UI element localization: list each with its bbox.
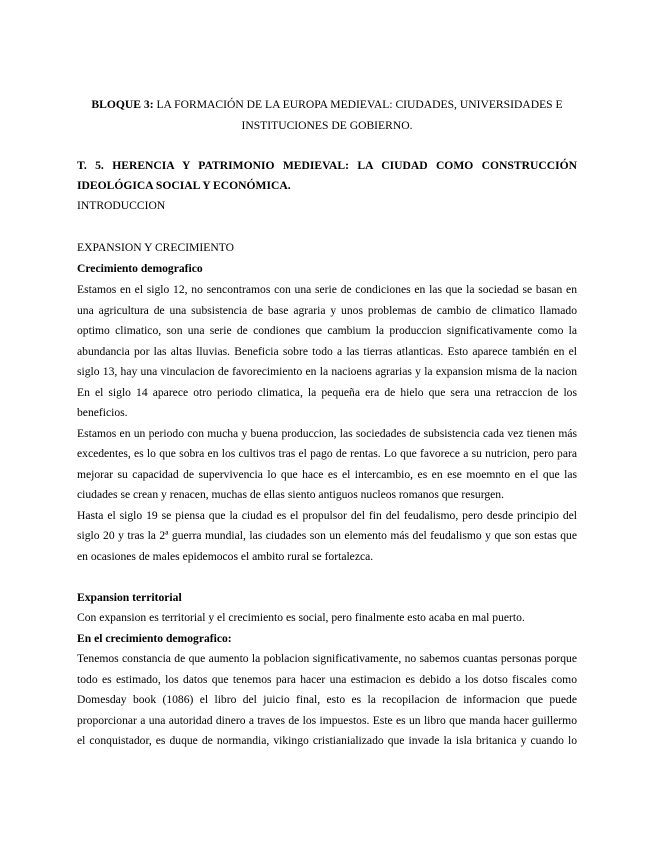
section-demographic-growth-title: En el crecimiento demografico:: [77, 632, 232, 645]
paragraph-4-line: proporcionar a una autoridad dinero a traves de los impuestos. Este es un libro que manda hacer guillermo: [77, 714, 577, 727]
block-label: BLOQUE 3:: [91, 98, 154, 111]
section-territorial-text: Con expansion es territorial y el crecimiento es social, pero finalmente esto acaba en mal puerto.: [77, 611, 525, 624]
section-expansion-title: EXPANSION Y CRECIMIENTO: [77, 241, 234, 254]
paragraph-3-line: siglo 20 y tras la 2ª guerra mundial, las ciudades son un elemento más del feudalismo y que son estas que: [77, 529, 577, 542]
paragraph-3-line: Hasta el siglo 19 se piensa que la ciudad es el propulsor del fin del feudalismo, pero desde principio del: [77, 509, 577, 522]
paragraph-1-line: siglo 13, hay una vinculacion de favorecimiento en la nacioens agrarias y la expansion misma de la nacion: [77, 365, 577, 378]
paragraph-1-line: una agricultura de una subsistencia de base agraria y unos problemas de cambio de climatico llamado: [77, 304, 577, 317]
paragraph-4-line: Domesday book (1086) el libro del juicio final, esto es la recopilacion de informacion que puede: [77, 693, 577, 706]
paragraph-2-line: ciudades se crean y renacen, muchas de ellas siento antiguos nucleos romanos que resurgen.: [77, 488, 504, 501]
block-heading-line-2: INSTITUCIONES DE GOBIERNO.: [241, 119, 413, 132]
paragraph-3-line: en ocasiones de males epidemocos el ambito rural se fortalezca.: [77, 550, 374, 563]
section-territorial-title: Expansion territorial: [77, 591, 182, 604]
paragraph-4-line: todo es estimado, los datos que tenemos para hacer una estimacion es debido a los dotso fiscales como: [77, 673, 577, 686]
paragraph-1-line: abundancia por las altas lluvias. Beneficia sobre todo a las tierras atlanticas. Esto aparece también en el: [77, 345, 577, 358]
topic-title-line-2: IDEOLÓGICA SOCIAL Y ECONÓMICA.: [77, 179, 291, 192]
block-heading-line-1: [57, 97, 597, 112]
paragraph-4-line: el conquistador, es duque de normandia, vikingo cristianializado que invade la isla britanica y cuando lo: [77, 734, 577, 747]
introduction-heading: INTRODUCCION: [77, 199, 166, 212]
paragraph-1-line: beneficios.: [77, 406, 128, 419]
topic-title-line-1: T. 5. HERENCIA Y PATRIMONIO MEDIEVAL: LA CIUDAD COMO CONSTRUCCIÓN: [77, 159, 577, 172]
paragraph-4-line: Tenemos constancia de que aumento la poblacion significativamente, no sabemos cuantas personas porque: [77, 652, 577, 665]
subsection-demographic-title: Crecimiento demografico: [77, 262, 203, 275]
block-heading-text: LA FORMACIÓN DE LA EUROPA MEDIEVAL: CIUDADES, UNIVERSIDADES E: [153, 98, 563, 111]
paragraph-2-line: Estamos en un periodo con mucha y buena produccion, las sociedades de subsistencia cada vez tienen más: [77, 427, 577, 440]
paragraph-2-line: mejorar su capacidad de supervivencia lo que hace es el intercambio, es en ese moemnto en el que las: [77, 468, 577, 481]
paragraph-2-line: excedentes, es lo que sobra en los cultivos tras el pago de rentas. Lo que favorece a su nutricion, pero para: [77, 447, 577, 460]
paragraph-1-line: Estamos en el siglo 12, no sencontramos con una serie de condiciones en las que la sociedad se basan en: [77, 283, 577, 296]
paragraph-1-line: En el siglo 14 aparece otro periodo climatica, la pequeña era de hielo que sera una retraccion de los: [77, 386, 577, 399]
paragraph-1-line: optimo climatico, son una serie de condiones que cambium la produccion significativamente como la: [77, 324, 577, 337]
